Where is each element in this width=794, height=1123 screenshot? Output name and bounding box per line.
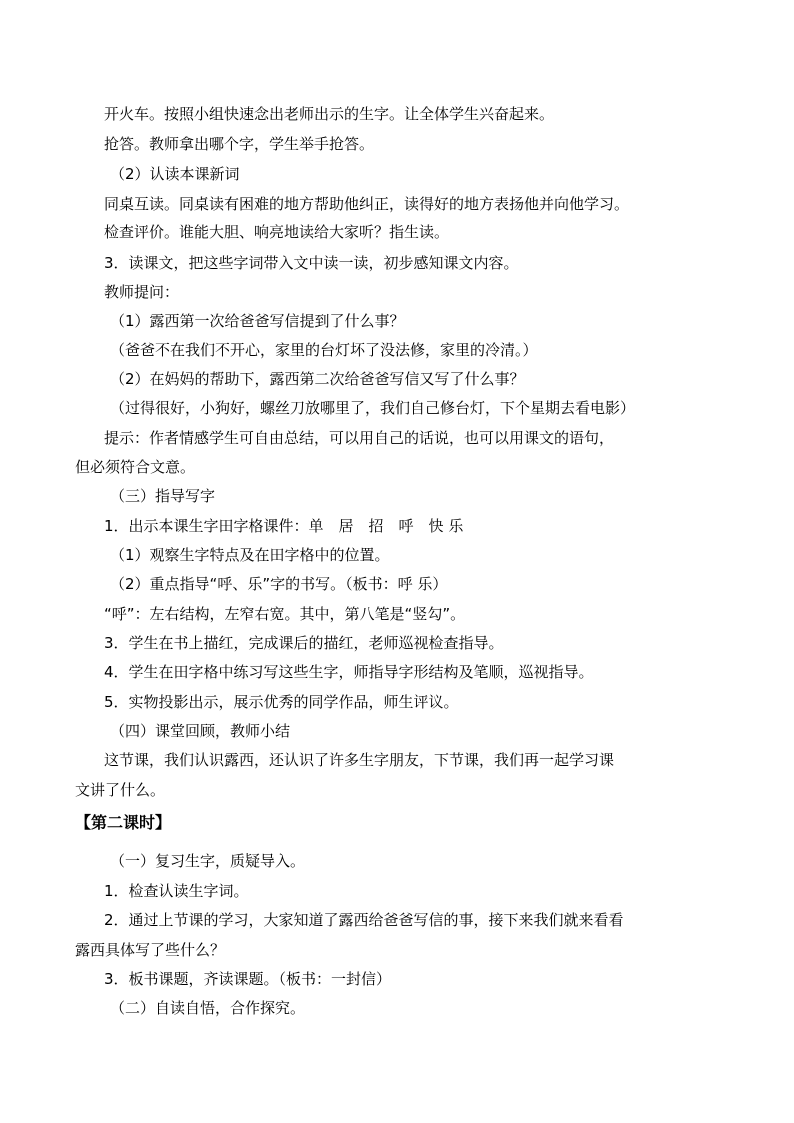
text-line: 这节课，我们认识露西，还认识了许多生字朋友，下节课，我们再一起学习课 bbox=[104, 751, 615, 769]
text-line: （2）认读本课新词 bbox=[110, 165, 240, 183]
text-line: 抢答。教师拿出哪个字，学生举手抢答。 bbox=[104, 135, 375, 153]
text-line: 3．学生在书上描红，完成课后的描红，老师巡视检查指导。 bbox=[104, 634, 504, 652]
text-line: 1．出示本课生字田字格课件：单 居 招 呼 快 乐 bbox=[104, 517, 464, 535]
text-line: 文讲了什么。 bbox=[75, 781, 166, 799]
text-line: （1）观察生字特点及在田字格中的位置。 bbox=[110, 546, 390, 564]
section-heading: 【第二课时】 bbox=[75, 813, 172, 832]
text-line: （1）露西第一次给爸爸写信提到了什么事？ bbox=[110, 312, 405, 330]
text-line: “呼”：左右结构，左窄右宽。其中，第八笔是“竖勾”。 bbox=[104, 605, 466, 623]
text-line: 5．实物投影出示，展示优秀的同学作品，师生评议。 bbox=[104, 693, 459, 711]
text-line: （二）自读自悟，合作探究。 bbox=[110, 999, 306, 1017]
text-line: 3．板书课题，齐读课题。（板书：一封信） bbox=[104, 970, 392, 988]
text-line: （2）在妈妈的帮助下，露西第二次给爸爸写信又写了什么事？ bbox=[110, 370, 525, 388]
text-line: （过得很好，小狗好，螺丝刀放哪里了，我们自己修台灯，下个星期去看电影） bbox=[110, 399, 636, 417]
text-line: 提示：作者情感学生可自由总结，可以用自己的话说，也可以用课文的语句， bbox=[104, 429, 615, 447]
text-line: 4．学生在田字格中练习写这些生字，师指导字形结构及笔顺，巡视指导。 bbox=[104, 663, 594, 681]
text-line: 教师提问： bbox=[104, 283, 180, 301]
text-line: （2）重点指导“呼、乐”字的书写。（板书：呼 乐） bbox=[110, 575, 448, 593]
text-line: （三）指导写字 bbox=[110, 487, 216, 505]
text-line: 1．检查认读生字词。 bbox=[104, 882, 249, 900]
text-line: （四）课堂回顾，教师小结 bbox=[110, 722, 291, 740]
text-line: 同桌互读。同桌读有困难的地方帮助他纠正，读得好的地方表扬他并向他学习。 bbox=[104, 195, 630, 213]
text-line: 2．通过上节课的学习，大家知道了露西给爸爸写信的事，接下来我们就来看看 bbox=[104, 911, 624, 929]
text-line: 检查评价。谁能大胆、响亮地读给大家听？指生读。 bbox=[104, 223, 450, 241]
text-line: （爸爸不在我们不开心，家里的台灯坏了没法修，家里的冷清。） bbox=[110, 341, 538, 359]
text-line: 开火车。按照小组快速念出老师出示的生字。让全体学生兴奋起来。 bbox=[104, 105, 555, 123]
text-line: 3．读课文，把这些字词带入文中读一读，初步感知课文内容。 bbox=[104, 254, 519, 272]
text-line: 但必须符合文意。 bbox=[75, 458, 196, 476]
text-line: （一）复习生字，质疑导入。 bbox=[110, 852, 306, 870]
text-line: 露西具体写了些什么？ bbox=[75, 941, 226, 959]
